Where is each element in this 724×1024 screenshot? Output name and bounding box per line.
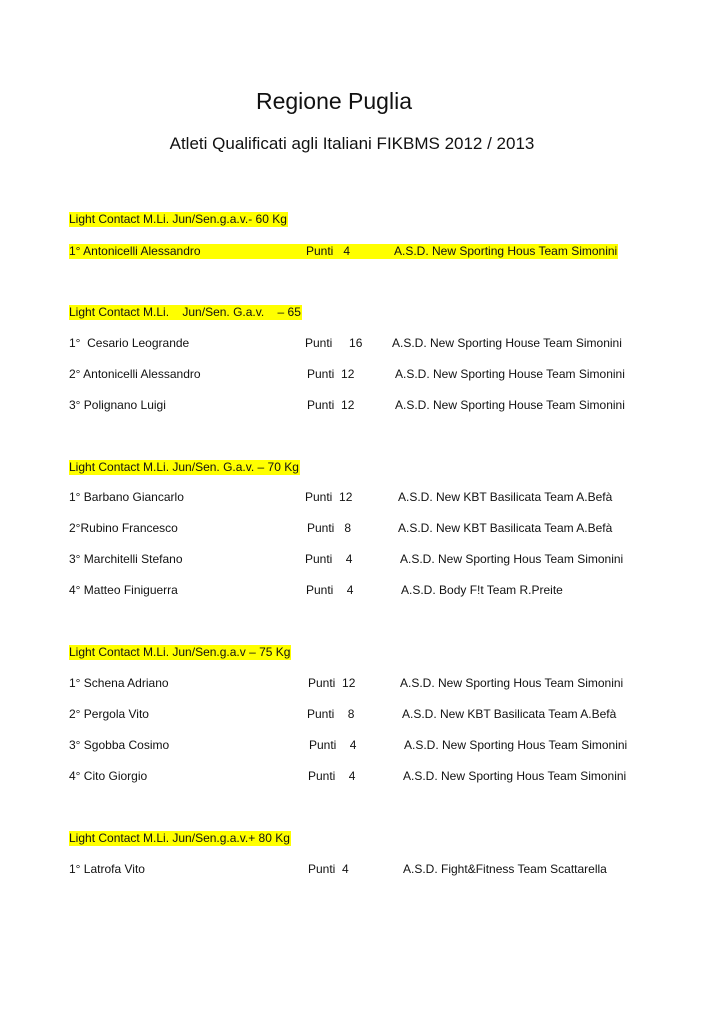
- athlete-points: Punti 4: [306, 583, 354, 597]
- athlete-team: A.S.D. New Sporting Hous Team Simonini: [400, 676, 624, 690]
- athlete-points: Punti 4: [305, 552, 353, 566]
- athlete-name: 3° Marchitelli Stefano: [69, 552, 183, 566]
- athlete-team: A.S.D. New Sporting House Team Simonini: [392, 336, 622, 350]
- athlete-name: 4° Cito Giorgio: [69, 769, 148, 783]
- athlete-points: Punti 12: [307, 398, 355, 412]
- athlete-name: 4° Matteo Finiguerra: [69, 583, 178, 597]
- athlete-row: [0, 769, 724, 785]
- athlete-points: Punti 12: [305, 490, 353, 504]
- athlete-row: [0, 490, 724, 506]
- category-heading: Light Contact M.Li. Jun/Sen.g.a.v.- 60 Kg: [69, 212, 287, 226]
- athlete-team: A.S.D. New KBT Basilicata Team A.Befà: [398, 521, 613, 535]
- athlete-name: 1° Schena Adriano: [69, 676, 169, 690]
- athlete-team: A.S.D. New Sporting Hous Team Simonini: [403, 769, 627, 783]
- athlete-team: A.S.D. New Sporting Hous Team Simonini: [394, 244, 618, 258]
- athlete-name: 1° Antonicelli Alessandro: [69, 244, 201, 258]
- athlete-points: Punti 4: [306, 244, 351, 258]
- athlete-team: A.S.D. New Sporting Hous Team Simonini: [400, 552, 624, 566]
- category-heading: Light Contact M.Li. Jun/Sen.g.a.v – 75 Kg: [69, 645, 291, 659]
- athlete-points: Punti 12: [308, 676, 356, 690]
- athlete-points: Punti 8: [307, 521, 352, 535]
- athlete-row: [0, 583, 724, 599]
- athlete-row: [0, 862, 724, 878]
- athlete-name: 1° Latrofa Vito: [69, 862, 145, 876]
- athlete-row: [0, 552, 724, 568]
- category-heading: Light Contact M.Li. Jun/Sen.g.a.v.+ 80 Kg: [69, 831, 290, 845]
- athlete-row: [0, 244, 724, 260]
- athlete-points: Punti 12: [307, 367, 355, 381]
- athlete-points: Punti 8: [307, 707, 355, 721]
- athlete-name: 1° Cesario Leogrande: [69, 336, 190, 350]
- athlete-name: 1° Barbano Giancarlo: [69, 490, 184, 504]
- athlete-name: 3° Sgobba Cosimo: [69, 738, 170, 752]
- athlete-name: 2°Rubino Francesco: [69, 521, 178, 535]
- athlete-team: A.S.D. New KBT Basilicata Team A.Befà: [402, 707, 617, 721]
- athlete-row: [0, 336, 724, 352]
- athlete-row: [0, 738, 724, 754]
- athlete-team: A.S.D. Body F!t Team R.Preite: [401, 583, 563, 597]
- athlete-name: 2° Antonicelli Alessandro: [69, 367, 201, 381]
- athlete-points: Punti 16: [305, 336, 363, 350]
- athlete-row: [0, 367, 724, 383]
- athlete-name: 3° Polignano Luigi: [69, 398, 166, 412]
- athlete-row: [0, 398, 724, 414]
- athlete-team: A.S.D. New Sporting House Team Simonini: [395, 367, 625, 381]
- athlete-points: Punti 4: [308, 769, 356, 783]
- athlete-points: Punti 4: [308, 862, 349, 876]
- category-heading: Light Contact M.Li. Jun/Sen. G.a.v. – 65: [69, 305, 301, 319]
- category-heading: Light Contact M.Li. Jun/Sen. G.a.v. – 70 Kg: [69, 460, 299, 474]
- athlete-row: [0, 521, 724, 537]
- page-title: Regione Puglia: [255, 88, 412, 114]
- athlete-row: [0, 676, 724, 692]
- athlete-team: A.S.D. New KBT Basilicata Team A.Befà: [398, 490, 613, 504]
- page-subtitle: Atleti Qualificati agli Italiani FIKBMS 2012 / 2013: [169, 134, 535, 153]
- athlete-team: A.S.D. New Sporting Hous Team Simonini: [404, 738, 628, 752]
- athlete-team: A.S.D. New Sporting House Team Simonini: [395, 398, 625, 412]
- athlete-team: A.S.D. Fight&Fitness Team Scattarella: [403, 862, 607, 876]
- athlete-name: 2° Pergola Vito: [69, 707, 149, 721]
- athlete-row: [0, 707, 724, 723]
- athlete-points: Punti 4: [309, 738, 357, 752]
